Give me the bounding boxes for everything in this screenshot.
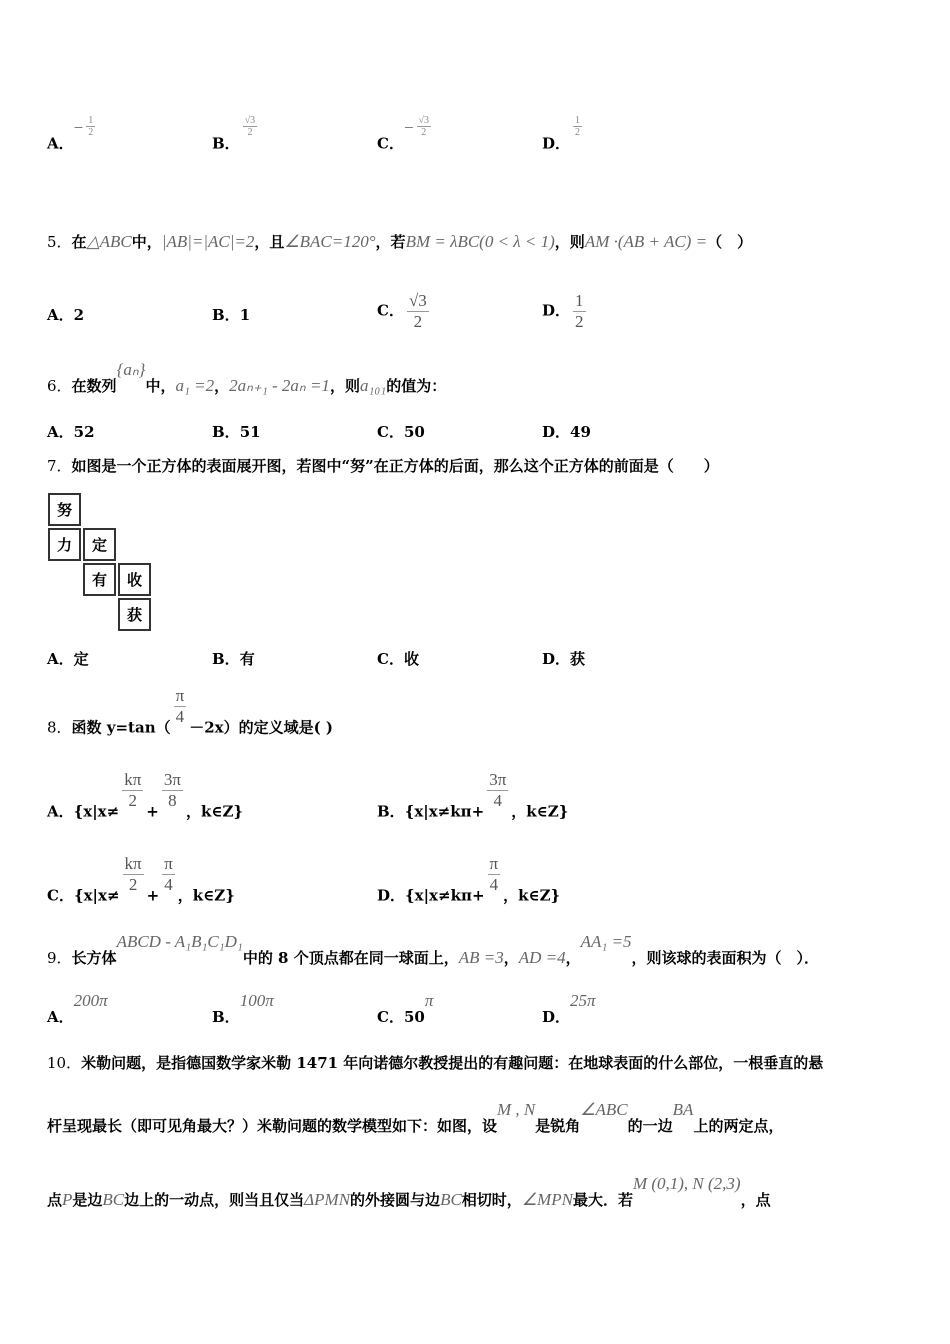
text-span: ，k∈Z} [511, 802, 569, 821]
text-span: ， [214, 377, 230, 395]
text-span: 上的两定点， [693, 1117, 784, 1135]
q7-option-a [47, 649, 89, 669]
numerator: √3 [244, 115, 256, 126]
numerator: √3 [408, 291, 427, 310]
denominator: 2 [575, 127, 581, 138]
text-span: B． [212, 306, 240, 324]
text-span: BC [440, 1190, 462, 1209]
text-span: AA₁ =5 [580, 932, 632, 951]
text-span: 中的 8 个顶点都在同一球面上， [242, 949, 459, 967]
text-span: C． [377, 650, 404, 668]
text-span: D． [542, 134, 571, 153]
text-span: AD =4 [518, 948, 566, 967]
q9-stem [47, 932, 820, 968]
denominator: 2 [575, 312, 584, 331]
q7-option-c [377, 649, 419, 669]
text-span: 是边 [72, 1191, 103, 1209]
text-span: {x|x≠ [73, 886, 120, 905]
text-span: 5． [47, 233, 72, 251]
text-span: − [73, 117, 84, 137]
text-span: {aₙ} [116, 360, 146, 379]
denominator: 8 [168, 791, 177, 810]
denominator: 2 [128, 791, 137, 810]
text-span: 有 [239, 650, 255, 668]
q10-line-2 [47, 1100, 784, 1136]
q4-option-b [212, 115, 260, 156]
fraction [573, 115, 582, 138]
text-span: 49 [570, 423, 591, 441]
denominator: 2 [421, 127, 427, 138]
text-span: B． [212, 134, 240, 153]
numerator: 3π [489, 770, 507, 789]
text-span: ，k∈Z} [503, 886, 561, 905]
text-span: 收 [403, 650, 419, 668]
q5-option-d [542, 291, 589, 332]
net-cell: 力 [48, 528, 81, 561]
denominator: 2 [247, 127, 253, 138]
text-span: {x|x≠kπ+ [404, 802, 485, 821]
text-span: A． [47, 802, 74, 821]
q6-option-b [212, 422, 261, 442]
denominator: 2 [88, 127, 94, 138]
text-span: 50 [403, 423, 425, 441]
q5-option-b [212, 305, 250, 325]
text-span: 25π [570, 991, 596, 1010]
fraction [417, 115, 432, 138]
text-span: π [424, 991, 434, 1010]
text-span: 获 [570, 650, 586, 668]
text-span: − [403, 117, 414, 137]
text-span: {x|x≠kπ+ [405, 886, 485, 905]
fraction [407, 291, 429, 332]
text-span: BM = λBC(0 < λ < 1) [405, 232, 555, 251]
denominator: 2 [413, 312, 423, 331]
q9-option-d [542, 991, 596, 1027]
text-span: ∠ABC [580, 1100, 628, 1119]
fraction [162, 770, 183, 811]
fraction [162, 854, 175, 895]
text-span: ABCD - A₁B₁C₁D₁ [116, 932, 243, 951]
net-cell: 有 [83, 563, 116, 596]
text-span: 2 [73, 306, 85, 324]
text-span: + [146, 886, 160, 905]
q7-stem [47, 456, 719, 476]
text-span: C． [377, 134, 404, 153]
fraction [86, 115, 95, 138]
fraction [123, 854, 144, 895]
text-span: ，k∈Z} [177, 886, 235, 905]
numerator: π [164, 854, 173, 873]
text-span: B． [212, 423, 240, 441]
text-span: 定 [73, 650, 89, 668]
text-span: ∠MPN [521, 1190, 573, 1209]
q10-line-1 [47, 1053, 823, 1073]
text-span: D． [542, 650, 571, 668]
text-span: BA [672, 1100, 694, 1119]
text-span: 51 [239, 423, 261, 441]
text-span: 相切时， [461, 1191, 522, 1209]
text-span: 10． [47, 1054, 82, 1072]
fraction [573, 291, 586, 332]
text-span: a₁ =2 [175, 376, 215, 395]
text-span: ，则 [554, 233, 585, 251]
denominator: 4 [164, 875, 173, 894]
text-span: △ABC [86, 232, 132, 251]
numerator: π [175, 686, 185, 705]
text-span: ， [503, 949, 519, 967]
numerator: kπ [124, 854, 142, 873]
numerator: 3π [163, 770, 181, 789]
text-span: ， [565, 949, 581, 967]
text-span: M (0,1), N (2,3) [632, 1174, 741, 1193]
text-span: 在 [71, 233, 87, 251]
text-span: a₁₀₁ [359, 376, 387, 395]
text-span: BC [102, 1190, 125, 1209]
text-span: C．50 [377, 1008, 425, 1026]
net-cell: 收 [118, 563, 151, 596]
q7-option-b [212, 649, 255, 669]
text-span: 边上的一动点，则当且仅当 [124, 1191, 305, 1209]
text-span: 9． [47, 949, 72, 967]
text-span: D． [542, 301, 571, 320]
net-cell: 定 [83, 528, 116, 561]
text-span: ，则该球的表面积为（ ）． [631, 949, 820, 967]
text-span: 中， [145, 377, 176, 395]
text-span: 的一边 [627, 1117, 673, 1135]
text-span: ，若 [375, 233, 406, 251]
net-cell: 获 [118, 598, 151, 631]
text-span: 100π [239, 991, 274, 1010]
text-span: 如图是一个正方体的表面展开图，若图中“努”在正方体的后面，那么这个正方体的前面是（ ） [71, 457, 719, 475]
text-span: AM ·(AB + AC) = [584, 232, 708, 251]
text-span: 52 [73, 423, 95, 441]
text-span: AB =3 [458, 948, 504, 967]
text-span: 的值为： [386, 377, 447, 395]
text-span: 点 [47, 1191, 63, 1209]
numerator: 1 [575, 115, 581, 126]
fraction [487, 770, 508, 811]
text-span: D． [377, 886, 406, 905]
text-span: D． [542, 1008, 571, 1026]
text-span: + [146, 802, 159, 821]
text-span: C． [47, 886, 74, 905]
denominator: 2 [128, 875, 138, 894]
numerator: 1 [88, 115, 94, 126]
fraction [122, 770, 143, 811]
numerator: 1 [575, 291, 584, 310]
q5-stem [47, 232, 752, 252]
q4-option-a [47, 115, 98, 156]
q9-option-c [377, 991, 434, 1027]
text-span: 长方体 [71, 949, 117, 967]
text-span: D． [542, 423, 571, 441]
text-span: C． [377, 301, 404, 320]
text-span: B． [377, 802, 405, 821]
text-span: 中， [131, 233, 162, 251]
q4-option-d [542, 115, 585, 156]
text-span: 米勒问题，是指德国数学家米勒 1471 年向诺德尔教授提出的有趣问题：在地球表面的什么部位，一根垂直的悬 [81, 1054, 824, 1072]
text-span: ∠BAC=120° [284, 232, 376, 251]
text-span: 是锐角 [535, 1117, 581, 1135]
q8-option-d [377, 854, 561, 917]
q10-line-3 [47, 1174, 771, 1210]
text-span: B． [212, 1008, 240, 1026]
q6-option-d [542, 422, 591, 442]
text-span: （ ） [707, 233, 753, 251]
text-span: 2aₙ₊₁ - 2aₙ =1 [229, 376, 330, 395]
q5-option-c [377, 291, 432, 332]
text-span: A． [47, 650, 74, 668]
text-span: A． [47, 423, 74, 441]
q6-option-a [47, 422, 95, 442]
q6-option-c [377, 422, 425, 442]
text-span: ΔPMN [304, 1190, 351, 1209]
text-span: 1 [239, 306, 251, 324]
numerator: kπ [124, 770, 142, 789]
text-span: －2x）的定义域是( ) [189, 718, 334, 737]
text-span: 200π [73, 991, 108, 1010]
text-span: {x|x≠ [73, 802, 120, 821]
text-span: 6． [47, 377, 72, 395]
text-span: 最大．若 [572, 1191, 633, 1209]
numerator: √3 [418, 115, 430, 126]
q4-option-c [377, 115, 434, 156]
denominator: 4 [175, 707, 185, 726]
q8-stem [47, 686, 334, 749]
denominator: 4 [489, 875, 499, 894]
text-span: B． [212, 650, 240, 668]
fraction [488, 854, 501, 895]
q9-option-a [47, 991, 108, 1027]
denominator: 4 [493, 791, 502, 810]
text-span: A． [47, 1008, 74, 1026]
text-span: 8． [47, 718, 72, 737]
fraction [174, 686, 187, 727]
q7-option-d [542, 649, 585, 669]
text-span: ，k∈Z} [185, 802, 244, 821]
fraction [243, 115, 258, 138]
text-span: C． [377, 423, 404, 441]
text-span: A． [47, 306, 74, 324]
q5-option-a [47, 305, 84, 325]
text-span: M , N [497, 1100, 536, 1119]
text-span: ，则 [329, 377, 360, 395]
text-span: P [62, 1190, 73, 1209]
text-span: 函数 y=tan（ [71, 718, 171, 737]
net-cell: 努 [48, 493, 81, 526]
text-span: 在数列 [71, 377, 117, 395]
text-span: 的外接圆与边 [350, 1191, 441, 1209]
text-span: A． [47, 134, 74, 153]
text-span: |AB|=|AC|=2 [161, 232, 255, 251]
text-span: 杆呈现最长（即可见角最大？）米勒问题的数学模型如下：如图，设 [47, 1117, 498, 1135]
numerator: π [489, 854, 499, 873]
text-span: 7． [47, 457, 72, 475]
q9-option-b [212, 991, 274, 1027]
text-span: ，且 [254, 233, 285, 251]
q6-stem [47, 360, 447, 396]
text-span: ，点 [740, 1191, 771, 1209]
